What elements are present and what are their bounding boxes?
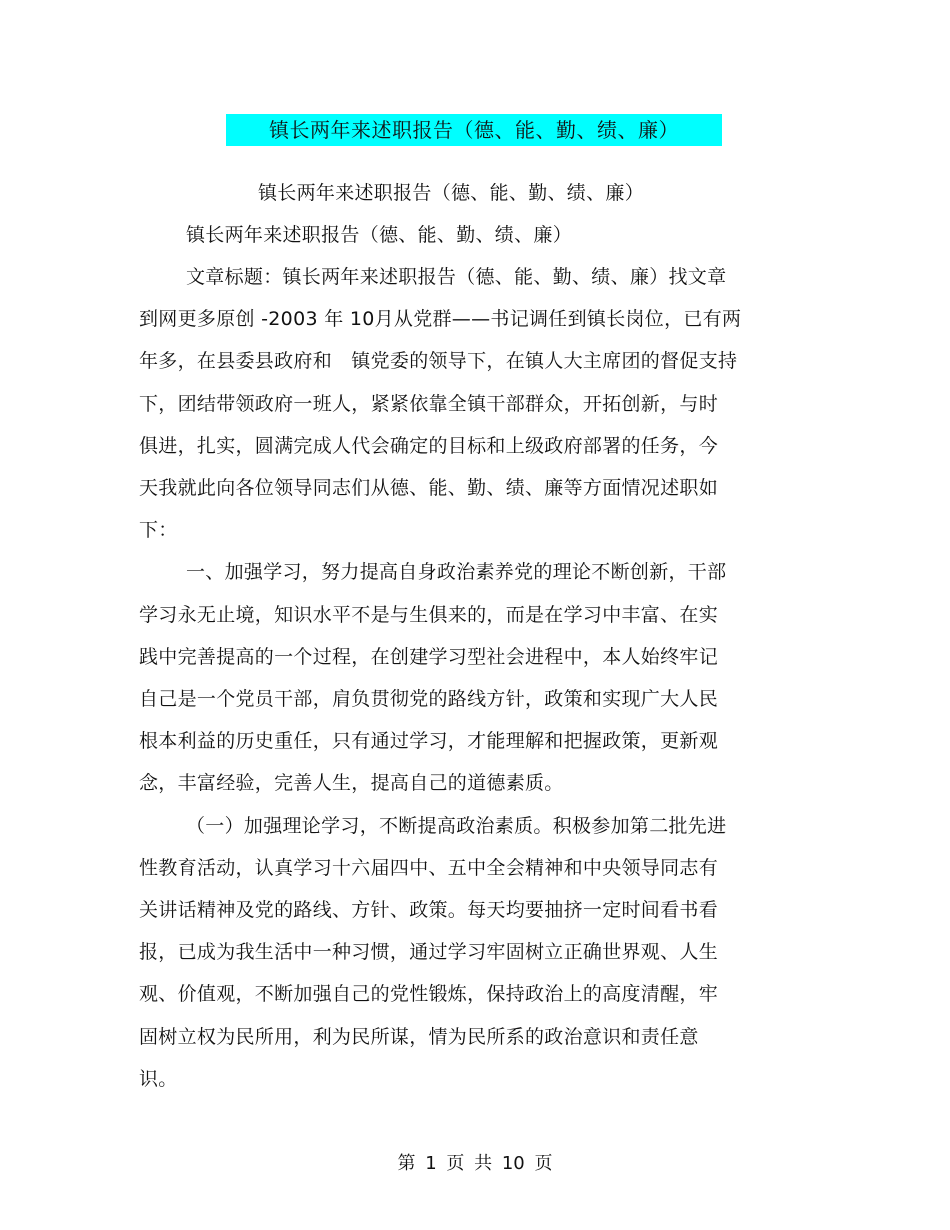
paragraph-line: 观、价值观，不断加强自己的党性锻炼，保持政治上的高度清醒，牢	[139, 983, 719, 1005]
paragraph-line: 学习永无止境，知识水平不是与生俱来的，而是在学习中丰富、在实	[139, 604, 719, 626]
page-number-footer: 第 1 页 共 10 页	[397, 1153, 553, 1174]
paragraph-line: 报，已成为我生活中一种习惯，通过学习牢固树立正确世界观、人生	[139, 941, 719, 963]
paragraph-line: 识。	[139, 1068, 178, 1090]
paragraph-line: 天我就此向各位领导同志们从德、能、勤、绩、廉等方面情况述职如	[139, 477, 719, 499]
paragraph-line: 俱进，扎实，圆满完成人代会确定的目标和上级政府部署的任务，今	[139, 435, 719, 457]
paragraph-line: 年多，在县委县政府和 镇党委的领导下，在镇人大主席团的督促支持	[139, 350, 738, 372]
paragraph-line: 践中完善提高的一个过程，在创建学习型社会进程中，本人始终牢记	[139, 646, 719, 668]
paragraph-line: 根本利益的历史重任，只有通过学习，才能理解和把握政策，更新观	[139, 730, 719, 752]
document-title: 镇长两年来述职报告（德、能、勤、绩、廉）	[269, 118, 679, 142]
paragraph-line: 自己是一个党员干部，肩负贯彻党的路线方针，政策和实现广大人民	[139, 688, 719, 710]
paragraph-line: 固树立权为民所用，利为民所谋，情为民所系的政治意识和责任意	[139, 1026, 699, 1048]
paragraph-line: 文章标题：镇长两年来述职报告（德、能、勤、绩、廉）找文章	[186, 266, 727, 288]
paragraph-line: 念，丰富经验，完善人生，提高自己的道德素质。	[139, 772, 564, 794]
paragraph-line: 一、加强学习，努力提高自身政治素养党的理论不断创新，干部	[186, 561, 727, 583]
paragraph-line: 下：	[139, 519, 178, 541]
paragraph-line: 关讲话精神及党的路线、方针、政策。每天均要抽挤一定时间看书看	[139, 899, 719, 921]
paragraph-line: 下，团结带领政府一班人，紧紧依靠全镇干部群众，开拓创新，与时	[139, 393, 719, 415]
paragraph-line: 性教育活动，认真学习十六届四中、五中全会精神和中央领导同志有	[139, 857, 719, 879]
subtitle-indented: 镇长两年来述职报告（德、能、勤、绩、廉）	[186, 224, 573, 246]
subtitle-centered: 镇长两年来述职报告（德、能、勤、绩、廉）	[258, 182, 645, 204]
paragraph-line: 到网更多原创 -2003 年 10月从党群——书记调任到镇长岗位，已有两	[139, 308, 742, 330]
paragraph-line: （一）加强理论学习，不断提高政治素质。积极参加第二批先进	[186, 815, 727, 837]
